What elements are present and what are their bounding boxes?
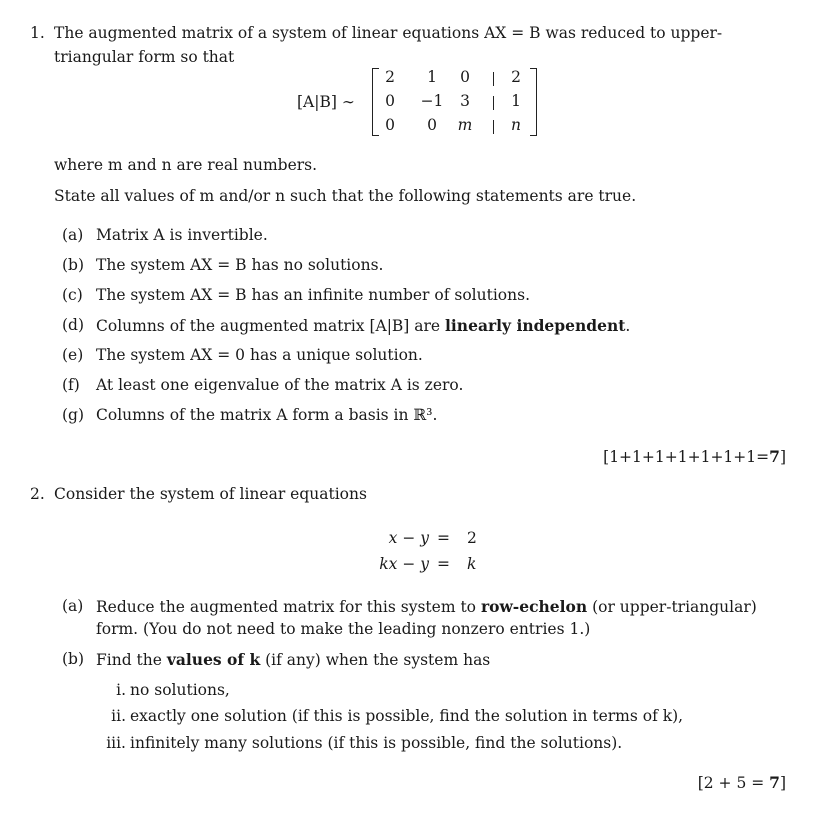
question-intro-line1: The augmented matrix of a system of linear equations AX = B was reduced to upper- (54, 24, 723, 42)
matrix-cell: n (511, 116, 521, 134)
matrix-cell: 1 (427, 68, 437, 86)
subpart-text: exactly one solution (if this is possible, find the solution in terms of k), (130, 707, 684, 725)
part-text: Columns of the matrix A form a basis in ℝ³. (96, 406, 438, 424)
augment-bar (493, 120, 494, 134)
subpart-label: ii. (111, 707, 126, 725)
marks-allocation: [2 + 5 = 7] (697, 773, 786, 792)
left-bracket (372, 68, 379, 136)
instruction-text: State all values of m and/or n such that the following statements are true. (54, 187, 637, 205)
matrix-cell: 0 (460, 68, 470, 86)
equation-rhs: k (467, 555, 477, 573)
question-number: 2. (30, 485, 45, 503)
matrix-cell: 2 (385, 68, 395, 86)
question-intro: Consider the system of linear equations (54, 485, 367, 503)
part-text: The system AX = B has no solutions. (96, 256, 384, 274)
part-label: (b) (62, 650, 85, 668)
part-text: The system AX = B has an infinite number of solutions. (96, 286, 530, 304)
part-text: Reduce the augmented matrix for this system to row-echelon (or upper-triangular) (96, 597, 757, 616)
matrix-cell: −1 (420, 92, 444, 110)
part-label: (d) (62, 316, 85, 334)
part-label: (e) (62, 346, 84, 364)
subpart-label: iii. (106, 734, 126, 752)
part-label: (a) (62, 226, 84, 244)
matrix-cell: 1 (511, 92, 521, 110)
where-text: where m and n are real numbers. (54, 156, 318, 174)
equation-lhs: kx − y (379, 555, 429, 573)
equation-rhs: 2 (467, 529, 477, 547)
part-label: (c) (62, 286, 83, 304)
subpart-text: infinitely many solutions (if this is possible, find the solutions). (130, 734, 623, 752)
part-text: At least one eigenvalue of the matrix A is zero. (96, 376, 464, 394)
subpart-label: i. (116, 681, 126, 699)
matrix-cell: 0 (385, 116, 395, 134)
equation-equals: = (437, 555, 450, 573)
part-label: (a) (62, 597, 84, 615)
equation-lhs: x − y (388, 529, 429, 547)
matrix-cell: m (457, 116, 473, 134)
part-text: form. (You do not need to make the leading nonzero entries 1.) (96, 620, 591, 638)
augment-bar (493, 72, 494, 86)
part-label: (f) (62, 376, 80, 394)
part-text: Matrix A is invertible. (96, 226, 268, 244)
part-text: The system AX = 0 has a unique solution. (96, 346, 423, 364)
matrix-cell: 3 (460, 92, 470, 110)
part-label: (b) (62, 256, 85, 274)
question-number: 1. (30, 24, 45, 42)
part-text: Columns of the augmented matrix [A|B] are linearly independent. (96, 316, 631, 335)
part-label: (g) (62, 406, 85, 424)
bold-term: row-echelon (480, 597, 588, 616)
subpart-text: no solutions, (130, 681, 230, 699)
matrix-lhs: [A|B] ∼ (297, 93, 355, 111)
matrix-cell: 2 (511, 68, 521, 86)
bold-term: linearly independent (445, 316, 626, 335)
equation-equals: = (437, 529, 450, 547)
bold-term: values of k (166, 650, 261, 669)
part-text: Find the values of k (if any) when the system has (96, 650, 491, 669)
matrix-cell: 0 (427, 116, 437, 134)
augment-bar (493, 96, 494, 110)
right-bracket (530, 68, 537, 136)
matrix-cell: 0 (385, 92, 395, 110)
augmented-matrix (372, 68, 542, 138)
question-intro-line2: triangular form so that (54, 48, 235, 66)
marks-allocation: [1+1+1+1+1+1+1=7] (603, 447, 786, 466)
